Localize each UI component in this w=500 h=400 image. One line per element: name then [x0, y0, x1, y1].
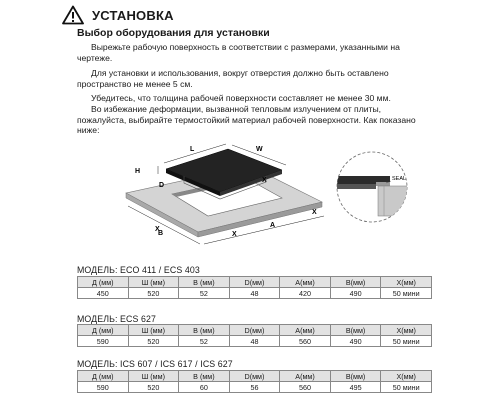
col-d: D(мм) — [229, 325, 280, 336]
dim-label-x-bottom: X — [232, 231, 237, 238]
col-b: B(мм) — [330, 277, 381, 288]
col-x: X(мм) — [381, 277, 432, 288]
col-length: Д (мм) — [78, 325, 129, 336]
seal-detail-inset — [330, 150, 414, 224]
cell-b: 495 — [330, 382, 381, 393]
col-b: B(мм) — [330, 325, 381, 336]
cell-a: 420 — [280, 288, 331, 299]
seal-label: SEAL — [392, 176, 407, 182]
cell-x: 50 мини — [381, 288, 432, 299]
dim-label-b: B — [158, 230, 164, 237]
col-b: B(мм) — [330, 371, 381, 382]
cell-d: 56 — [229, 382, 280, 393]
dim-label-d: D — [159, 182, 165, 189]
col-height: В (мм) — [179, 277, 230, 288]
paragraph-clearance: Для установки и использования, вокруг отверстия должно быть оставлено пространство не менее 5 см. — [77, 68, 389, 89]
dim-label-a: A — [270, 222, 276, 229]
cell-length: 590 — [78, 336, 129, 347]
dim-label-x-left: X — [155, 226, 160, 233]
table-row — [78, 288, 432, 299]
cell-height: 52 — [179, 288, 230, 299]
col-d: D(мм) — [229, 371, 280, 382]
col-length: Д (мм) — [78, 371, 129, 382]
paragraph-thickness: Убедитесь, что толщина рабочей поверхности составляет не менее 30 мм. — [91, 93, 391, 103]
col-height: В (мм) — [179, 371, 230, 382]
dim-label-w: W — [256, 146, 263, 153]
cell-height: 60 — [179, 382, 230, 393]
col-length: Д (мм) — [78, 277, 129, 288]
col-height: В (мм) — [179, 325, 230, 336]
warning-icon — [62, 5, 84, 25]
installation-diagram — [122, 136, 332, 246]
model-title-3: МОДЕЛЬ: ICS 607 / ICS 617 / ICS 627 — [77, 359, 233, 369]
paragraph-material: Во избежание деформации, вызванной тепловым излучением от плиты, пожалуйста, выбирайте термостойкий материал рабочей поверхности. Как показано ниже: — [77, 104, 416, 136]
section-title: УСТАНОВКА — [92, 7, 174, 23]
dim-label-x-back: X — [262, 177, 267, 184]
table-header-row — [78, 325, 432, 336]
cell-b: 490 — [330, 288, 381, 299]
spec-table-2 — [77, 324, 432, 347]
col-width: Ш (мм) — [128, 277, 179, 288]
col-a: A(мм) — [280, 325, 331, 336]
table-row — [78, 382, 432, 393]
table-header-row — [78, 371, 432, 382]
cell-d: 48 — [229, 288, 280, 299]
cell-x: 50 мини — [381, 382, 432, 393]
cell-width: 520 — [128, 288, 179, 299]
table-row — [78, 336, 432, 347]
dim-label-x-right: X — [312, 209, 317, 216]
cell-a: 560 — [280, 382, 331, 393]
dim-label-h: H — [135, 168, 141, 175]
cell-width: 520 — [128, 382, 179, 393]
col-width: Ш (мм) — [128, 371, 179, 382]
cell-length: 590 — [78, 382, 129, 393]
dim-label-l: L — [190, 146, 195, 153]
cell-b: 490 — [330, 336, 381, 347]
cell-height: 52 — [179, 336, 230, 347]
cell-length: 450 — [78, 288, 129, 299]
cell-width: 520 — [128, 336, 179, 347]
table-header-row — [78, 277, 432, 288]
col-x: X(мм) — [381, 325, 432, 336]
subsection-title: Выбор оборудования для установки — [77, 27, 270, 39]
col-a: A(мм) — [280, 371, 331, 382]
model-title-1: МОДЕЛЬ: ECO 411 / ECS 403 — [77, 265, 200, 275]
section-header — [62, 4, 174, 26]
col-d: D(мм) — [229, 277, 280, 288]
spec-table-3 — [77, 370, 432, 393]
col-width: Ш (мм) — [128, 325, 179, 336]
cell-a: 560 — [280, 336, 331, 347]
spec-table-1 — [77, 276, 432, 299]
model-title-2: МОДЕЛЬ: ECS 627 — [77, 314, 156, 324]
cell-x: 50 мини — [381, 336, 432, 347]
col-x: X(мм) — [381, 371, 432, 382]
col-a: A(мм) — [280, 277, 331, 288]
cell-d: 48 — [229, 336, 280, 347]
paragraph-cutout: Вырежьте рабочую поверхность в соответствии с размерами, указанными на чертеже. — [77, 42, 400, 63]
